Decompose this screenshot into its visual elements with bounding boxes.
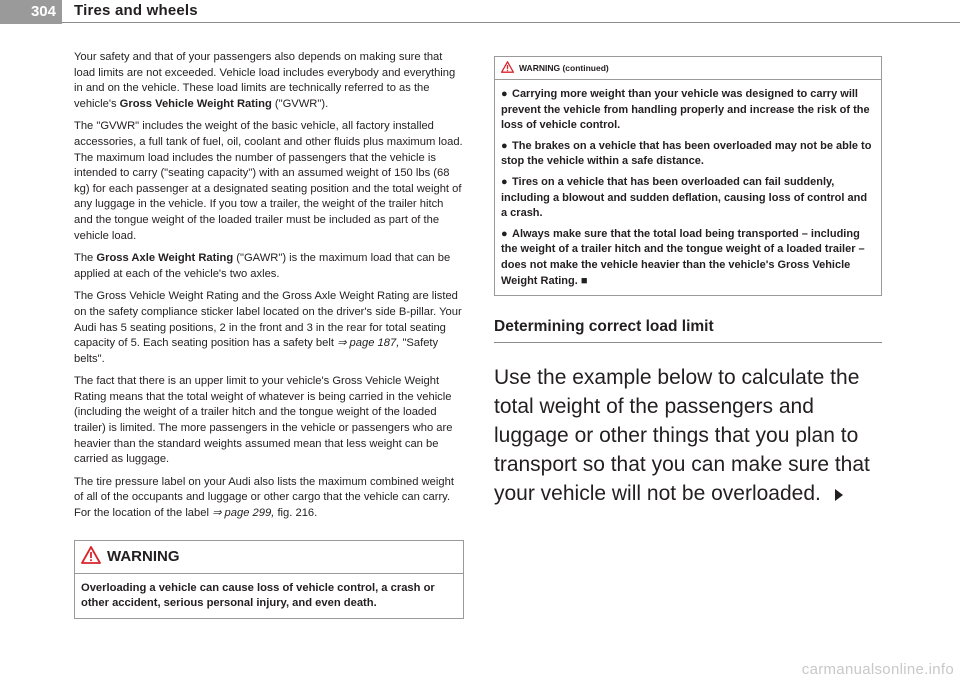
warning-title: WARNING <box>107 547 180 565</box>
warning-text: Overloading a vehicle can cause loss of vehicle control, a crash or other accident, serious personal injury, and even death. <box>81 581 435 610</box>
term-gawr: Gross Axle Weight Rating <box>96 252 234 265</box>
end-mark: ■ <box>580 274 588 287</box>
warning-bullet-list <box>495 80 881 295</box>
warning-triangle-icon <box>501 61 514 75</box>
section-title: Tires and wheels <box>74 2 198 19</box>
warning-triangle-icon <box>81 546 101 568</box>
paragraph-upper-limit: The fact that there is an upper limit to your vehicle's Gross Vehicle Weight Rating means that the total weight of whatever is being carried in the vehicle (including the weight of a trailer hitch and the tongue weight of the loaded trailer) is limited. The more passengers in the vehicle or passengers who are heavier than the standard weights assumed mean that less weight can be carried as luggage. <box>74 375 453 466</box>
right-column <box>494 56 882 508</box>
paragraph-gvwr-details: The "GVWR" includes the weight of the basic vehicle, all factory installed accessories, a full tank of fuel, oil, coolant and other fluids plus maximum load. The maximum load includes the number of passengers that the vehicle is intended to carry ("seating capacity") with an assumed weight of 150 lbs (68 kg) for each passenger at a designated seating position and the total weight of any luggage in the vehicle. If you tow a trailer, the weight of the trailer hitch and the tongue weight of the loaded trailer must be included as part of the vehicle load. <box>74 120 463 242</box>
intro-text: Use the example below to calculate the total weight of the passengers and luggage or other things that you plan to transport so that you can make sure that your vehicle will not be overloaded. <box>494 366 870 506</box>
warning-header <box>75 541 463 574</box>
warning-box <box>74 540 464 619</box>
paragraph-tire-label: The tire pressure label on your Audi also lists the maximum combined weight of all of the occupants and luggage or other cargo that the vehicle can carry. For the location of the label ⇒ page 299, fig. 216. <box>74 475 454 520</box>
continue-arrow-icon <box>835 489 843 501</box>
paragraph-gvwr-intro: Your safety and that of your passengers also depends on making sure that load limits are not exceeded. Vehicle load includes everybody and everything in and on the vehicle. These load limits are technically referred to as the vehicle's Gross Vehicle Weight Rating ("GVWR"). <box>74 51 456 110</box>
warning-bullet: ● Carrying more weight than your vehicle was designed to carry will prevent the vehicle from handling properly and increase the risk of the loss of vehicle control. <box>501 88 870 132</box>
header-rule <box>62 22 960 23</box>
page-reference-link[interactable]: ⇒ page 299, <box>212 507 275 520</box>
page-number: 304 <box>0 0 62 24</box>
page-reference-link[interactable]: ⇒ page 187, <box>337 337 400 350</box>
warning-continued-title: WARNING (continued) <box>519 63 609 73</box>
paragraph-gawr: The Gross Axle Weight Rating ("GAWR") is the maximum load that can be applied at each of the vehicle's two axles. <box>74 252 451 280</box>
warning-bullet: ● Tires on a vehicle that has been overloaded can fail suddenly, including a blowout and sudden deflation, causing loss of control and a crash. <box>501 175 868 220</box>
left-column <box>74 50 464 619</box>
warning-continued-header <box>495 57 881 80</box>
warning-bullet: ● Always make sure that the total load being transported – including the weight of a trailer hitch and the tongue weight of a loaded trailer – does not make the vehicle heavier than the vehicle's Gross Vehicle Weight Rating. ■ <box>501 227 865 287</box>
subsection-heading: Determining correct load limit <box>494 318 882 343</box>
paragraph-sticker: The Gross Vehicle Weight Rating and the Gross Axle Weight Rating are listed on the safety compliance sticker label located on the driver's side B-pillar. Your Audi has 5 seating positions, 2 in the front and 3 in the rear for total seating capacity of 5. Each seating position has a safety belt ⇒ page 187, "Safety belts". <box>74 290 462 365</box>
watermark: carmanualsonline.info <box>801 661 954 678</box>
term-gvwr: Gross Vehicle Weight Rating <box>119 97 272 110</box>
warning-continued-box <box>494 56 882 296</box>
warning-bullet: ● The brakes on a vehicle that has been overloaded may not be able to stop the vehicle within a safe distance. <box>501 139 872 168</box>
